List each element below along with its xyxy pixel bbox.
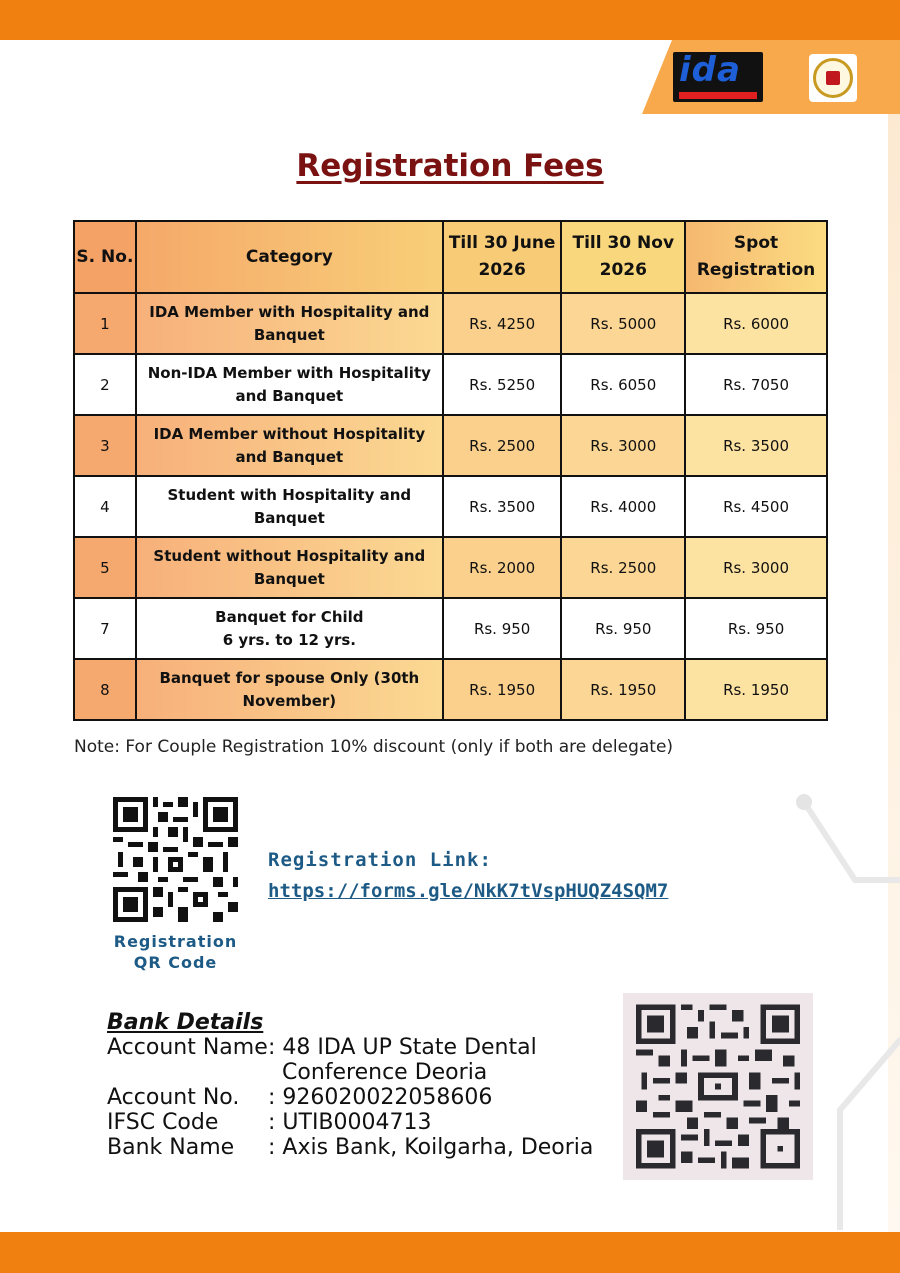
- bank-name-key: Bank Name: [107, 1135, 235, 1160]
- cell-sno: 2: [74, 354, 136, 415]
- cell-spot: Rs. 4500: [685, 476, 827, 537]
- bank-row-account-name: [107, 1035, 593, 1060]
- table-row: [74, 476, 827, 537]
- header-spot: [685, 221, 827, 293]
- account-name-value: : 48 IDA UP State Dental: [268, 1035, 537, 1060]
- ifsc-key: IFSC Code: [107, 1110, 219, 1135]
- header-spot-label: Spot Registration: [696, 233, 816, 280]
- cell-nov: Rs. 950: [561, 598, 685, 659]
- ida-logo: [673, 52, 763, 102]
- qr-caption-line2: QR Code: [133, 953, 218, 972]
- fees-table: [73, 220, 828, 721]
- cell-spot: Rs. 6000: [685, 293, 827, 354]
- cell-category: Student with Hospitality and Banquet: [136, 476, 443, 537]
- table-row: [74, 537, 827, 598]
- cell-nov: Rs. 6050: [561, 354, 685, 415]
- table-row: [74, 293, 827, 354]
- registration-qr-icon[interactable]: [113, 797, 238, 922]
- cell-nov: Rs. 2500: [561, 537, 685, 598]
- cell-sno: 1: [74, 293, 136, 354]
- cell-category-line1: Banquet for Child: [215, 607, 364, 626]
- account-no-key: Account No.: [107, 1085, 240, 1110]
- cell-nov: Rs. 1950: [561, 659, 685, 720]
- cell-nov: Rs. 3000: [561, 415, 685, 476]
- header-nov-label: Till 30 Nov 2026: [572, 233, 675, 280]
- cell-category-line2: 6 yrs. to 12 yrs.: [222, 630, 356, 649]
- account-name-key: Account Name: [107, 1035, 268, 1060]
- cell-spot: Rs. 3500: [685, 415, 827, 476]
- cell-sno: 4: [74, 476, 136, 537]
- cell-june: Rs. 4250: [443, 293, 562, 354]
- table-row: [74, 415, 827, 476]
- bank-row-account-name-cont: [107, 1060, 593, 1085]
- header-category: Category: [136, 221, 443, 293]
- ida-logo-text: ida: [679, 50, 741, 90]
- cell-category: [136, 598, 443, 659]
- cell-june: Rs. 3500: [443, 476, 562, 537]
- table-header-row: [74, 221, 827, 293]
- cell-category: Student without Hospitality and Banquet: [136, 537, 443, 598]
- cell-sno: 7: [74, 598, 136, 659]
- header-sno: S. No.: [74, 221, 136, 293]
- page-title: Registration Fees: [296, 148, 604, 184]
- bank-key-spacer: [107, 1060, 282, 1085]
- cell-nov: Rs. 4000: [561, 476, 685, 537]
- registration-link[interactable]: https://forms.gle/NkK7tVspHUQZ4SQM7: [268, 880, 669, 902]
- header-june: [443, 221, 562, 293]
- cell-sno: 8: [74, 659, 136, 720]
- cell-sno: 3: [74, 415, 136, 476]
- bottom-accent-bar: [0, 1232, 900, 1273]
- header-june-label: Till 30 June 2026: [448, 233, 556, 280]
- qr-caption-line1: Registration: [113, 932, 238, 951]
- bank-row-account-no: [107, 1085, 593, 1110]
- cell-june: Rs. 2500: [443, 415, 562, 476]
- cell-category: IDA Member with Hospitality and Banquet: [136, 293, 443, 354]
- seal-icon: [809, 54, 857, 102]
- table-row: [74, 354, 827, 415]
- cell-category: Non-IDA Member with Hospitality and Banquet: [136, 354, 443, 415]
- seal-core: [826, 71, 840, 85]
- header-nov: [561, 221, 685, 293]
- bank-row-bank-name: [107, 1135, 593, 1160]
- table-row: [74, 659, 827, 720]
- cell-spot: Rs. 1950: [685, 659, 827, 720]
- payment-qr-icon[interactable]: [623, 993, 813, 1180]
- cell-spot: Rs. 3000: [685, 537, 827, 598]
- ifsc-value: : UTIB0004713: [268, 1110, 432, 1135]
- seal-ring: [813, 58, 853, 98]
- bank-name-value: : Axis Bank, Koilgarha, Deoria: [268, 1135, 594, 1160]
- cell-june: Rs. 2000: [443, 537, 562, 598]
- cell-june: Rs. 950: [443, 598, 562, 659]
- cell-nov: Rs. 5000: [561, 293, 685, 354]
- cell-sno: 5: [74, 537, 136, 598]
- account-name-value-cont: Conference Deoria: [282, 1060, 488, 1085]
- cell-spot: Rs. 7050: [685, 354, 827, 415]
- discount-note: Note: For Couple Registration 10% discount (only if both are delegate): [74, 737, 674, 757]
- cell-category: Banquet for spouse Only (30th November): [136, 659, 443, 720]
- qr-caption: [108, 931, 243, 973]
- table-row: [74, 598, 827, 659]
- cell-june: Rs. 5250: [443, 354, 562, 415]
- bank-details: [107, 1010, 593, 1160]
- account-no-value: : 926020022058606: [268, 1085, 493, 1110]
- cell-june: Rs. 1950: [443, 659, 562, 720]
- cell-spot: Rs. 950: [685, 598, 827, 659]
- top-accent-bar: [0, 0, 900, 40]
- ida-logo-strip: [679, 92, 757, 99]
- bank-details-title: Bank Details: [107, 1010, 264, 1035]
- registration-link-label: Registration Link:: [268, 849, 492, 871]
- cell-category: IDA Member without Hospitality and Banquet: [136, 415, 443, 476]
- bank-row-ifsc: [107, 1110, 593, 1135]
